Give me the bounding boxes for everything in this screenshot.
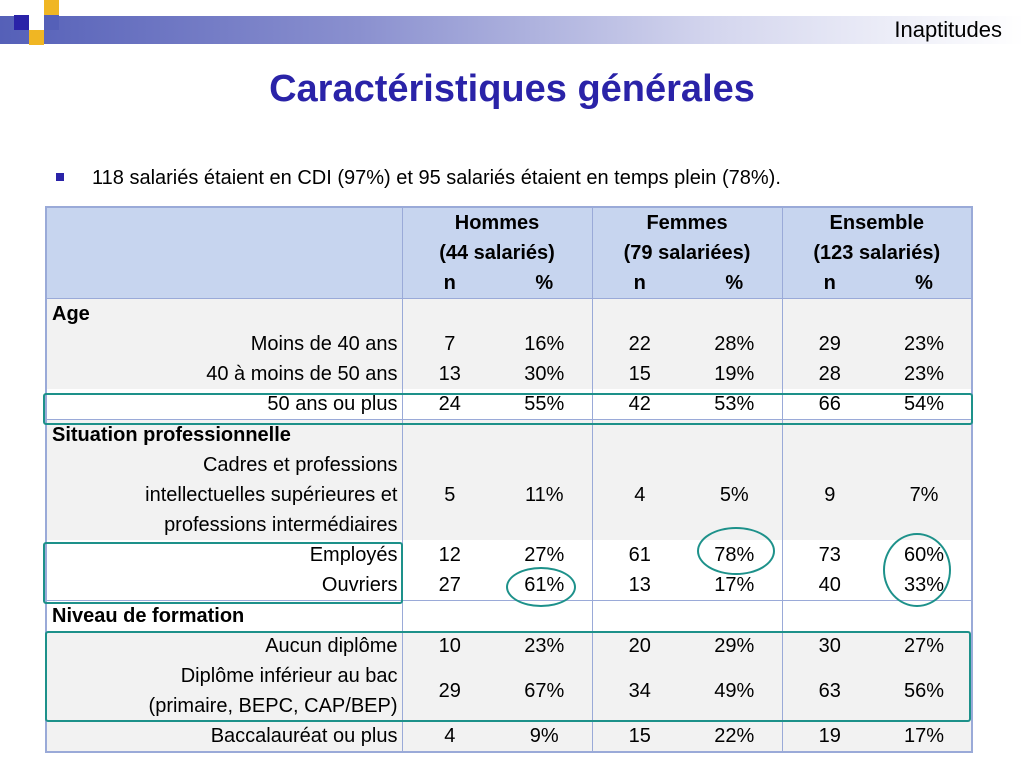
highlight-box-employes-ouvriers [43, 542, 403, 604]
header-pct: % [687, 268, 782, 299]
table-row [46, 721, 972, 752]
cell: 29 [402, 661, 497, 721]
cell: 27% [877, 631, 972, 661]
cell: 66 [782, 389, 877, 420]
row-label: Baccalauréat ou plus [46, 721, 402, 752]
cell: 9 [782, 450, 877, 540]
section-title: Niveau de formation [46, 601, 402, 632]
highlight-box-formation [45, 631, 971, 722]
highlight-circle-ensemble [883, 533, 951, 607]
cell: 30 [782, 631, 877, 661]
cell: 23% [497, 631, 592, 661]
cell: 15 [592, 359, 687, 389]
row-label: Ouvriers [46, 570, 402, 601]
cell: 61% [497, 570, 592, 601]
cell: 67% [497, 661, 592, 721]
header-pct: % [497, 268, 592, 299]
cell: 73 [782, 540, 877, 570]
header-group-femmes: Femmes [592, 207, 782, 238]
cell: 63 [782, 661, 877, 721]
cell: 11% [497, 450, 592, 540]
cell: 23% [877, 359, 972, 389]
section-title: Age [46, 299, 402, 330]
cell: 4 [592, 450, 687, 540]
cell: 22 [592, 329, 687, 359]
page-title: Caractéristiques générales [269, 68, 755, 110]
cell: 20 [592, 631, 687, 661]
header-sub-hommes: (44 salariés) [402, 238, 592, 268]
header-n: n [402, 268, 497, 299]
header-n: n [782, 268, 877, 299]
cell: 13 [402, 359, 497, 389]
logo-squares-icon [0, 0, 80, 60]
section-title: Situation professionnelle [46, 420, 402, 451]
header-gradient-bar [0, 16, 1024, 44]
cell: 34 [592, 661, 687, 721]
cell: 24 [402, 389, 497, 420]
cell: 33% [877, 570, 972, 601]
cell: 9% [497, 721, 592, 752]
cell: 16% [497, 329, 592, 359]
cell: 19% [687, 359, 782, 389]
header-row-np [46, 268, 972, 299]
cell: 7% [877, 450, 972, 540]
cell: 78% [687, 540, 782, 570]
cell: 61 [592, 540, 687, 570]
cell: 7 [402, 329, 497, 359]
row-label: Cadres et professions intellectuelles supérieures et professions intermédiaires [46, 450, 402, 540]
table-row [46, 329, 972, 359]
cell: 5% [687, 450, 782, 540]
cell: 23% [877, 329, 972, 359]
header-n: n [592, 268, 687, 299]
cell: 55% [497, 389, 592, 420]
header-group-hommes: Hommes [402, 207, 592, 238]
section-row-formation [46, 601, 972, 632]
cell: 5 [402, 450, 497, 540]
header-sub-femmes: (79 salariées) [592, 238, 782, 268]
cell: 42 [592, 389, 687, 420]
row-label: 50 ans ou plus [46, 389, 402, 420]
header-sub-ensemble: (123 salariés) [782, 238, 972, 268]
header-row-sub [46, 238, 972, 268]
highlight-circle-hommes-ouvriers [506, 567, 576, 607]
cell: 30% [497, 359, 592, 389]
row-label: 40 à moins de 50 ans [46, 359, 402, 389]
cell: 13 [592, 570, 687, 601]
cell: 17% [687, 570, 782, 601]
cell: 60% [877, 540, 972, 570]
cell: 29% [687, 631, 782, 661]
header-empty [46, 207, 402, 238]
cell: 19 [782, 721, 877, 752]
cell: 49% [687, 661, 782, 721]
cell: 4 [402, 721, 497, 752]
cell: 10 [402, 631, 497, 661]
section-tag: Inaptitudes [894, 17, 1002, 42]
highlight-circle-femmes-employes [697, 527, 775, 575]
cell: 28 [782, 359, 877, 389]
row-label: Diplôme inférieur au bac (primaire, BEPC, CAP/BEP) [46, 661, 402, 721]
cell: 40 [782, 570, 877, 601]
cell: 22% [687, 721, 782, 752]
cell: 17% [877, 721, 972, 752]
table-row [46, 359, 972, 389]
header-pct: % [877, 268, 972, 299]
cell: 15 [592, 721, 687, 752]
cell: 27 [402, 570, 497, 601]
header-row-group [46, 207, 972, 238]
row-label: Employés [46, 540, 402, 570]
header-group-ensemble: Ensemble [782, 207, 972, 238]
cell: 28% [687, 329, 782, 359]
cell: 12 [402, 540, 497, 570]
table-row [46, 450, 972, 540]
cell: 27% [497, 540, 592, 570]
cell: 53% [687, 389, 782, 420]
bullet-square-icon [56, 173, 64, 181]
highlight-box-50ans [43, 393, 973, 425]
bullet-text: 118 salariés étaient en CDI (97%) et 95 salariés étaient en temps plein (78%). [56, 167, 781, 190]
section-row-age [46, 299, 972, 330]
cell: 54% [877, 389, 972, 420]
row-label: Aucun diplôme [46, 631, 402, 661]
cell: 56% [877, 661, 972, 721]
cell: 29 [782, 329, 877, 359]
row-label: Moins de 40 ans [46, 329, 402, 359]
